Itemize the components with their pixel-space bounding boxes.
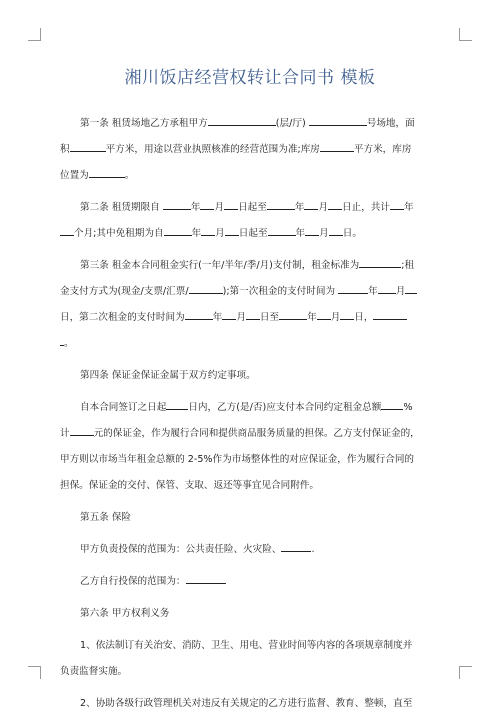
clause-text: 日。 [342, 228, 362, 239]
clause-text: 第三条 租金本合同租金实行(一年/半年/季/月)支付制，租金标准为 [80, 260, 360, 271]
crop-mark-top-left [28, 28, 41, 41]
clause-4-line-2 [60, 421, 438, 447]
clause-text: 日至 [259, 312, 280, 323]
clause-text: 金支付方式为(现金/支票/汇票/ [60, 286, 189, 297]
fill-blank[interactable] [317, 308, 331, 320]
clause-5-heading: 第五条 保险 [80, 512, 132, 523]
clause-4-line-3: 甲方则以市场当年租金总额的 2-5%作为市场整体性的对应保证金，作为履行合同的 [60, 454, 415, 465]
fill-blank[interactable] [246, 308, 260, 320]
clause-1-line-3 [60, 163, 438, 189]
crop-mark-bottom-right [459, 666, 472, 679]
clause-text: 月 [319, 228, 329, 239]
clause-text: 号场地，面 [366, 118, 415, 129]
document-body [60, 111, 438, 717]
clause-3-line-4 [60, 331, 438, 357]
fill-blank[interactable] [281, 540, 311, 552]
fill-blank[interactable] [163, 198, 191, 210]
clause-1-line-2 [60, 137, 438, 163]
clause-text: 年 [307, 312, 317, 323]
clause-text: 日内，乙方(是/否)应支付本合同约定租金总额 [188, 402, 382, 413]
fill-blank[interactable] [89, 166, 125, 178]
fill-blank[interactable] [381, 398, 403, 410]
fill-blank[interactable] [279, 308, 307, 320]
clause-4 [60, 395, 438, 421]
fill-blank[interactable] [359, 256, 401, 268]
fill-blank[interactable] [329, 224, 343, 236]
fill-blank[interactable] [338, 282, 368, 294]
clause-6-item-1-line-2: 负责监督实施。 [60, 666, 128, 677]
fill-blank[interactable] [309, 114, 367, 126]
clause-text: 年 [295, 228, 306, 239]
fill-blank[interactable] [268, 224, 296, 236]
clause-text: 年 [191, 228, 202, 239]
document-title: 湘川饭店经营权转让合同书 模板 [124, 68, 376, 88]
crop-mark-top-right [459, 28, 472, 41]
fill-blank[interactable] [186, 572, 226, 584]
clause-text: 积 [60, 144, 70, 155]
clause-text: (层/厅) [275, 118, 306, 129]
clause-text: 。 [124, 170, 135, 181]
clause-text: 月 [236, 312, 246, 323]
clause-text: 。 [64, 338, 74, 349]
clause-4-line-4: 担保。保证金的交付、保管、支取、返还等事宜见合同附件。 [60, 480, 320, 491]
clause-text: 日， [354, 312, 374, 323]
clause-text: 计 [60, 428, 70, 439]
clause-text: % [403, 402, 413, 413]
clause-3-line-2 [60, 279, 438, 305]
clause-6-item-1: 1、依法制订有关治安、消防、卫生、用电、营业时间等内容的各项规章制度并 [80, 640, 413, 651]
clause-text: 年 [212, 312, 223, 323]
fill-blank[interactable] [225, 224, 239, 236]
clause-text: . [311, 544, 315, 555]
clause-text: 乙方自行投保的范围为： [80, 576, 186, 587]
clause-5-party-b [60, 569, 438, 595]
fill-blank[interactable] [340, 308, 354, 320]
fill-blank[interactable] [60, 224, 74, 236]
clause-text: 日止，共计 [342, 202, 390, 213]
clause-4-heading: 第四条 保证金保证金属于双方约定事项。 [80, 370, 256, 381]
fill-blank[interactable] [222, 308, 236, 320]
clause-text: 自本合同签订之日起 [80, 402, 167, 413]
clause-6-item-2: 2、协助各级行政管理机关对违反有关规定的乙方进行监督、教育、整顿，直至 [80, 698, 413, 709]
clause-text: );第一次租金的支付时间为 [222, 286, 336, 297]
clause-text: 年 [404, 202, 414, 213]
clause-text: 年 [294, 202, 305, 213]
fill-blank[interactable] [320, 140, 354, 152]
fill-blank[interactable] [378, 282, 396, 294]
fill-blank[interactable] [208, 114, 276, 126]
clause-1 [60, 111, 438, 137]
clause-text: 日，第二次租金的支付时间为 [60, 312, 185, 323]
clause-6-heading: 第六条 甲方权利义务 [80, 608, 170, 619]
fill-blank[interactable] [201, 224, 215, 236]
fill-blank[interactable] [164, 224, 192, 236]
clause-text: 月 [395, 286, 406, 297]
clause-text: 月 [214, 202, 225, 213]
fill-blank[interactable] [224, 198, 238, 210]
clause-3 [60, 253, 438, 279]
fill-blank[interactable] [328, 198, 342, 210]
clause-text: 个月;其中免租期为自 [74, 228, 164, 239]
clause-3-line-3 [60, 305, 438, 331]
clause-text: 月 [215, 228, 225, 239]
clause-2-line-2 [60, 221, 438, 247]
clause-text: 元的保证金，作为履行合同和提供商品服务质量的担保。乙方支付保证金的， [93, 428, 420, 439]
clause-text: 第二条 租赁期限自 [80, 202, 160, 213]
clause-text: 年 [368, 286, 378, 297]
fill-blank[interactable] [304, 198, 318, 210]
fill-blank[interactable] [405, 282, 417, 294]
fill-blank[interactable] [185, 308, 213, 320]
fill-blank[interactable] [267, 198, 295, 210]
clause-text: 平方米，库房 [353, 144, 412, 155]
clause-2 [60, 195, 438, 221]
clause-text: 月 [330, 312, 341, 323]
clause-text: 平方米，用途以营业执照核准的经营范围为准;库房 [105, 144, 320, 155]
fill-blank[interactable] [70, 424, 94, 436]
clause-text: 甲方负责投保的范围为：公共责任险、火灾险、 [80, 544, 282, 555]
fill-blank[interactable] [305, 224, 319, 236]
clause-text: 第一条 租赁场地乙方承租甲方 [80, 118, 208, 129]
fill-blank[interactable] [166, 398, 188, 410]
clause-text: 年 [190, 202, 201, 213]
fill-blank[interactable] [373, 308, 407, 320]
clause-text: 月 [318, 202, 329, 213]
crop-mark-bottom-left [28, 666, 41, 679]
clause-text: 日起至 [238, 202, 267, 213]
fill-blank[interactable] [70, 140, 106, 152]
fill-blank[interactable] [189, 282, 223, 294]
fill-blank[interactable] [200, 198, 214, 210]
fill-blank[interactable] [390, 198, 404, 210]
clause-5-party-a [60, 537, 438, 563]
clause-text: ;租 [401, 260, 415, 271]
clause-text: 位置为 [60, 170, 89, 181]
clause-text: 日起至 [238, 228, 268, 239]
